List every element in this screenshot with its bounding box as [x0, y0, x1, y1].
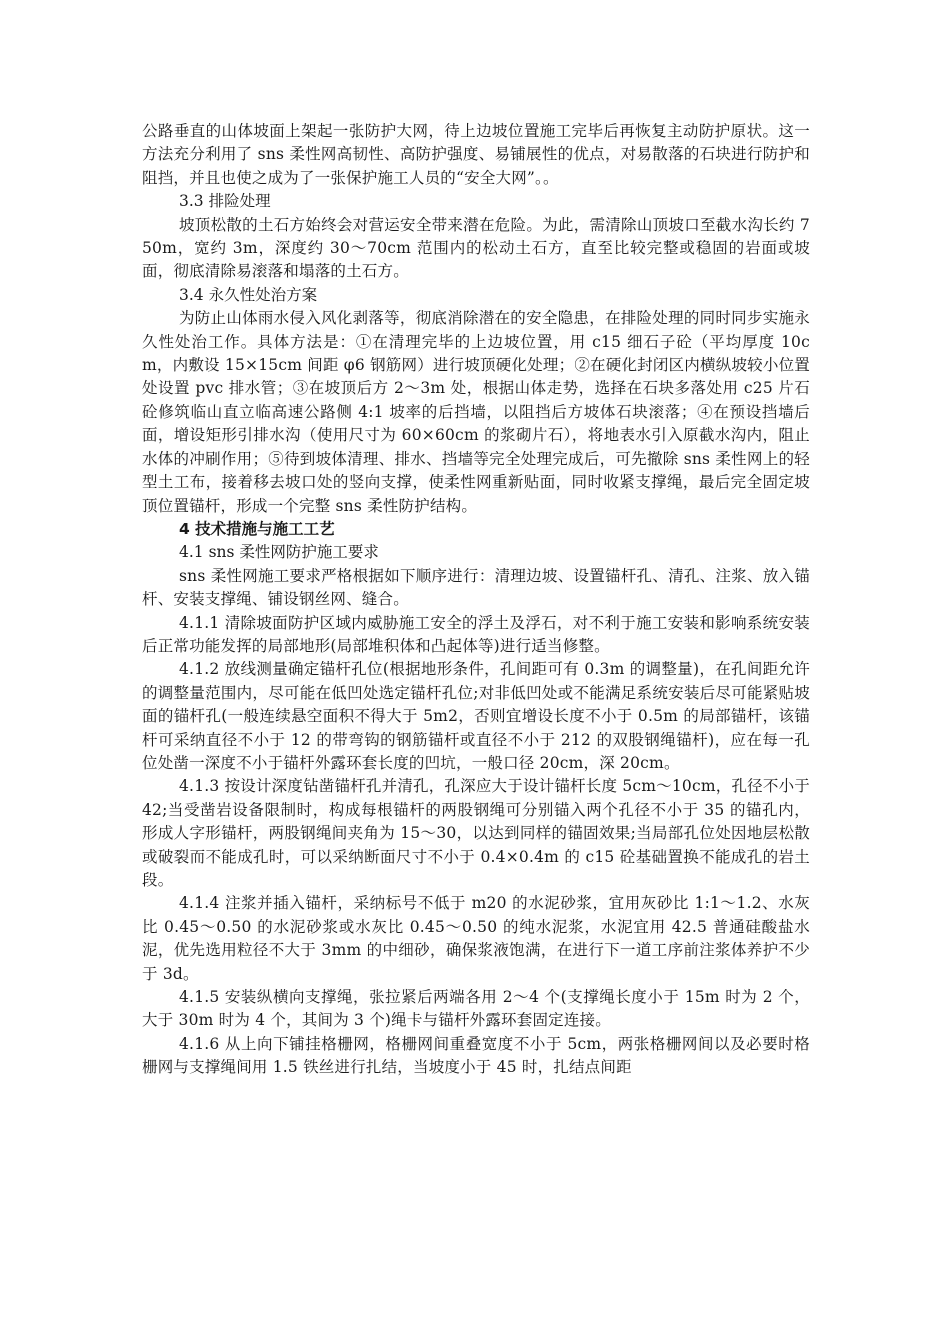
- paragraph-construction-order: sns 柔性网施工要求严格根据如下顺序进行：清理边坡、设置锚杆孔、清孔、注浆、放入锚杆、安装支撑绳、铺设钢丝网、缝合。: [142, 566, 810, 609]
- section-heading-3-3: 3.3 排险处理: [179, 192, 271, 211]
- paragraph-4-1-2: 4.1.2 放线测量确定锚杆孔位(根据地形条件，孔间距可有 0.3m 的调整量)，在孔间距允许的调整量范围内，尽可能在低凹处选定锚杆孔位;对非低凹处或不能满足系统安装后尽可能紧贴坡面的锚杆孔(一般连续悬空面积不得大于 5m2，否则宜增设长度不小于 0.5m 的局部锚杆，该锚杆可采纳直径不小于 12 的带弯钩的钢筋锚杆或直径不小于 212 的双股钢绳锚杆)，应在每一孔位处凿一深度不小于锚杆外露环套长度的凹坑，一般口径 20cm，深 20cm。: [142, 660, 810, 772]
- paragraph-4-1-1: 4.1.1 清除坡面防护区域内威胁施工安全的浮土及浮石，对不利于施工安装和影响系统安装后正常功能发挥的局部地形(局部堆积体和凸起体等)进行适当修整。: [142, 613, 810, 655]
- paragraph-risk-removal: 坡顶松散的土石方始终会对营运安全带来潜在危险。为此，需清除山顶坡口至截水沟长约 750m，宽约 3m，深度约 30～70cm 范围内的松动土石方，直至比较完整或稳固的岩面或坡面，彻底清除易滚落和塌落的土石方。: [142, 215, 810, 281]
- paragraph-4-1-4: 4.1.4 注浆并插入锚杆，采纳标号不低于 m20 的水泥砂浆，宜用灰砂比 1:1～1.2、水灰比 0.45～0.50 的水泥砂浆或水灰比 0.45～0.50 的纯水泥浆，水泥宜用 42.5 普通硅酸盐水泥，优先选用粒径不大于 3mm 的中细砂，确保浆液饱满，在进行下一道工序前注浆体养护不少于 3d。: [142, 894, 810, 983]
- paragraph-4-1-3: 4.1.3 按设计深度钻凿锚杆孔并清孔，孔深应大于设计锚杆长度 5cm～10cm，孔径不小于 42;当受凿岩设备限制时，构成每根锚杆的两股钢绳可分别锚入两个孔径不小于 35 的锚孔内，形成人字形锚杆，两股钢绳间夹角为 15～30，以达到同样的锚固效果;当局部孔位处因地层松散或破裂而不能成孔时，可以采纳断面尺寸不小于 0.4×0.4m 的 c15 砼基础置换不能成孔的岩土段。: [142, 777, 810, 889]
- paragraph-4-1-5: 4.1.5 安装纵横向支撑绳，张拉紧后两端各用 2～4 个(支撑绳长度小于 15m 时为 2 个，大于 30m 时为 4 个，其间为 3 个)绳卡与锚杆外露环套固定连接。: [142, 988, 810, 1030]
- paragraph-permanent-treatment: 为防止山体雨水侵入风化剥落等，彻底消除潜在的安全隐患，在排险处理的同时同步实施永久性处治工作。具体方法是：①在清理完毕的上边坡位置，用 c15 细石子砼（平均厚度 10cm，内敷设 15×15cm 间距 φ6 钢筋网）进行坡顶硬化处理；②在硬化封闭区内横纵坡较小位置处设置 pvc 排水管；③在坡顶后方 2～3m 处，根据山体走势，选择在石块多落处用 c25 片石砼修筑临山直立临高速公路侧 4:1 坡率的后挡墙，以阻挡后方坡体石块滚落；④在预设挡墙后面，增设矩形引排水沟（使用尺寸为 60×60cm 的浆砌片石），将地表水引入原截水沟内，阻止水体的冲刷作用；⑤待到坡体清理、排水、挡墙等完全处理完成后，可先撤除 sns 柔性网上的轻型土工布，接着移去坡口处的竖向支撑，使柔性网重新贴面，同时收紧支撑绳，最后完全固定坡顶位置锚杆，形成一个完整 sns 柔性防护结构。: [142, 309, 810, 515]
- paragraph-continuation: 公路垂直的山体坡面上架起一张防护大网，待上边坡位置施工完毕后再恢复主动防护原状。这一方法充分利用了 sns 柔性网高韧性、高防护强度、易铺展性的优点，对易散落的石块进行防护和阻挡，并且也使之成为了一张保护施工人员的“安全大网”。。: [142, 122, 810, 187]
- section-heading-4-1: 4.1 sns 柔性网防护施工要求: [179, 543, 379, 562]
- document-body: [142, 120, 810, 1080]
- section-heading-3-4: 3.4 永久性处治方案: [179, 285, 318, 304]
- paragraph-4-1-6: 4.1.6 从上向下铺挂格栅网，格栅网间重叠宽度不小于 5cm，两张格栅网间以及必要时格栅网与支撑绳间用 1.5 铁丝进行扎结，当坡度小于 45 时，扎结点间距: [142, 1034, 810, 1077]
- section-heading-4: 4 技术措施与施工工艺: [179, 519, 335, 538]
